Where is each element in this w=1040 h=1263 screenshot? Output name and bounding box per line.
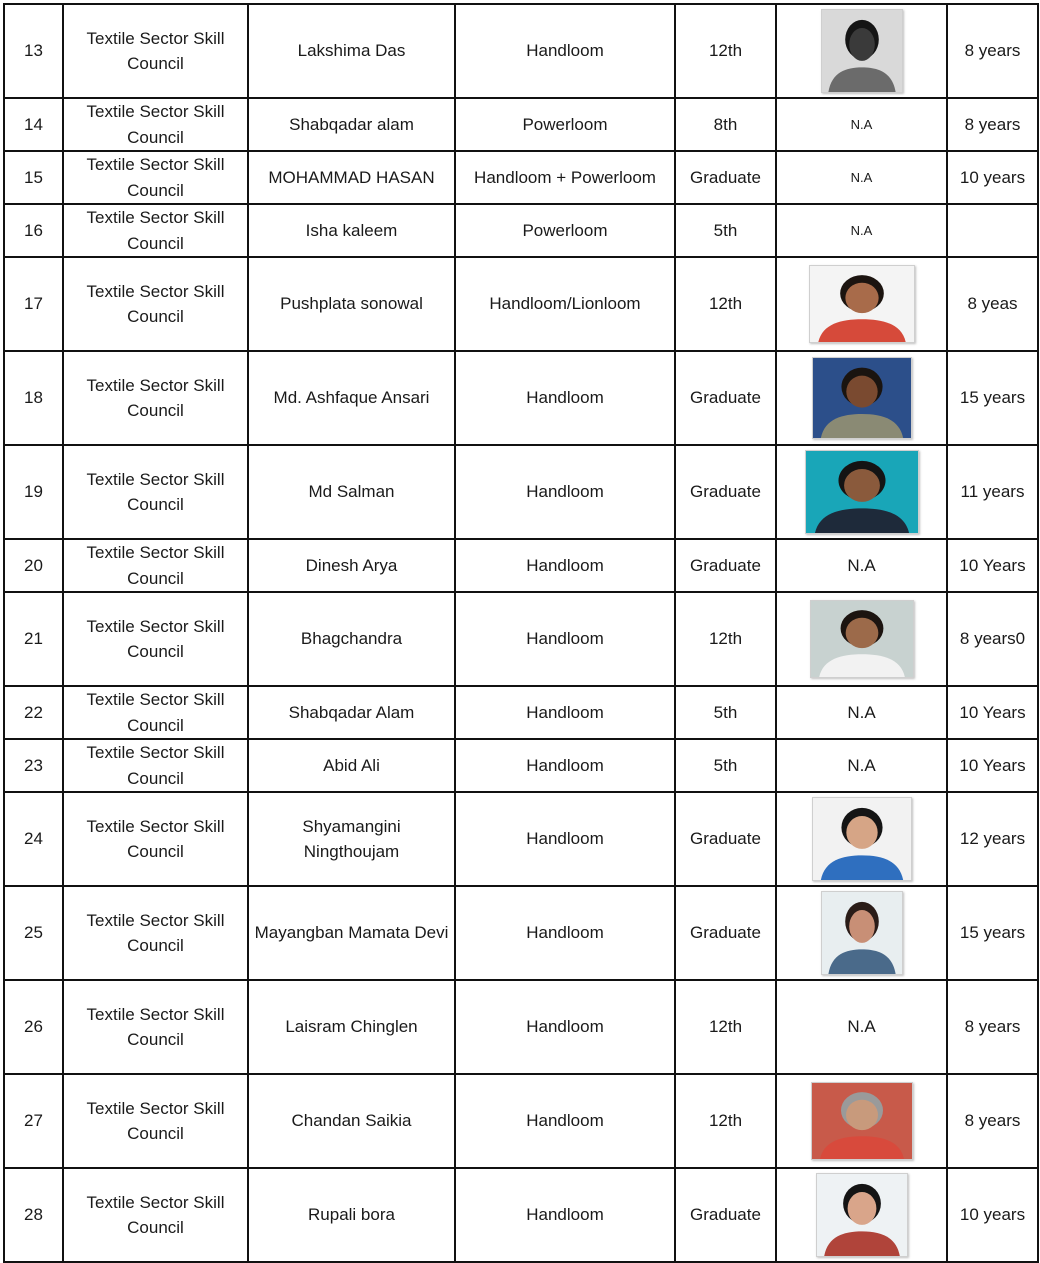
table-row — [4, 792, 1038, 886]
table-body — [4, 4, 1038, 1262]
table-row — [4, 351, 1038, 445]
cell-name: Shabqadar Alam — [248, 686, 455, 739]
cell-qualification: Graduate — [675, 151, 776, 204]
photo-cell — [776, 351, 947, 445]
cell-no: 28 — [4, 1168, 63, 1262]
cell-experience: 15 years — [947, 351, 1038, 445]
trainer-photo — [816, 1173, 908, 1257]
table-row — [4, 686, 1038, 739]
cell-no: 26 — [4, 980, 63, 1074]
cell-name: Lakshima Das — [248, 4, 455, 98]
cell-sector: Handloom — [455, 739, 675, 792]
photo-cell — [776, 1168, 947, 1262]
cell-no: 17 — [4, 257, 63, 351]
trainer-photo — [809, 265, 915, 343]
cell-experience: 10 years — [947, 1168, 1038, 1262]
photo-cell — [776, 1074, 947, 1168]
cell-council: Textile Sector Skill Council — [63, 204, 248, 257]
photo-cell — [776, 445, 947, 539]
cell-no: 14 — [4, 98, 63, 151]
cell-council: Textile Sector Skill Council — [63, 257, 248, 351]
cell-council: Textile Sector Skill Council — [63, 1168, 248, 1262]
cell-sector: Handloom — [455, 592, 675, 686]
cell-council: Textile Sector Skill Council — [63, 739, 248, 792]
cell-no: 25 — [4, 886, 63, 980]
table-row — [4, 445, 1038, 539]
table-row — [4, 4, 1038, 98]
cell-name: Rupali bora — [248, 1168, 455, 1262]
table-row — [4, 980, 1038, 1074]
table-row — [4, 739, 1038, 792]
table-row — [4, 151, 1038, 204]
cell-name: MOHAMMAD HASAN — [248, 151, 455, 204]
cell-name: Dinesh Arya — [248, 539, 455, 592]
cell-sector: Handloom — [455, 539, 675, 592]
trainer-photo — [811, 1082, 913, 1160]
cell-qualification: 12th — [675, 980, 776, 1074]
photo-cell — [776, 4, 947, 98]
photo-cell — [776, 792, 947, 886]
table-row — [4, 1074, 1038, 1168]
cell-council: Textile Sector Skill Council — [63, 539, 248, 592]
cell-qualification: 12th — [675, 4, 776, 98]
photo-cell — [776, 257, 947, 351]
photo-cell — [776, 886, 947, 980]
photo-na: N.A — [776, 151, 947, 204]
cell-no: 24 — [4, 792, 63, 886]
cell-name: Bhagchandra — [248, 592, 455, 686]
table-row — [4, 204, 1038, 257]
trainer-photo — [805, 450, 919, 534]
cell-name: Shyamangini Ningthoujam — [248, 792, 455, 886]
cell-council: Textile Sector Skill Council — [63, 980, 248, 1074]
cell-no: 18 — [4, 351, 63, 445]
trainer-photo — [810, 600, 914, 678]
cell-experience: 8 years0 — [947, 592, 1038, 686]
cell-name: Pushplata sonowal — [248, 257, 455, 351]
cell-experience: 8 years — [947, 1074, 1038, 1168]
cell-council: Textile Sector Skill Council — [63, 4, 248, 98]
cell-council: Textile Sector Skill Council — [63, 886, 248, 980]
cell-experience: 10 Years — [947, 739, 1038, 792]
cell-qualification: 12th — [675, 257, 776, 351]
cell-council: Textile Sector Skill Council — [63, 686, 248, 739]
table-row — [4, 98, 1038, 151]
cell-qualification: 8th — [675, 98, 776, 151]
cell-experience: 11 years — [947, 445, 1038, 539]
cell-experience: 8 years — [947, 98, 1038, 151]
photo-na: N.A — [776, 204, 947, 257]
cell-qualification: 5th — [675, 739, 776, 792]
table-row — [4, 592, 1038, 686]
cell-no: 27 — [4, 1074, 63, 1168]
cell-name: Shabqadar alam — [248, 98, 455, 151]
photo-na: N.A — [776, 539, 947, 592]
trainer-photo — [812, 797, 912, 881]
cell-experience: 15 years — [947, 886, 1038, 980]
cell-no: 23 — [4, 739, 63, 792]
table-row — [4, 886, 1038, 980]
cell-sector: Handloom — [455, 792, 675, 886]
trainer-photo — [812, 357, 912, 439]
cell-council: Textile Sector Skill Council — [63, 98, 248, 151]
cell-no: 19 — [4, 445, 63, 539]
cell-no: 16 — [4, 204, 63, 257]
trainer-photo — [821, 891, 903, 975]
cell-qualification: 12th — [675, 592, 776, 686]
table-row — [4, 257, 1038, 351]
cell-qualification: Graduate — [675, 445, 776, 539]
cell-experience: 10 Years — [947, 686, 1038, 739]
cell-sector: Handloom — [455, 886, 675, 980]
cell-name: Isha kaleem — [248, 204, 455, 257]
cell-sector: Handloom — [455, 686, 675, 739]
cell-council: Textile Sector Skill Council — [63, 792, 248, 886]
cell-sector: Powerloom — [455, 204, 675, 257]
trainer-photo — [821, 9, 903, 93]
cell-qualification: Graduate — [675, 792, 776, 886]
cell-no: 15 — [4, 151, 63, 204]
cell-qualification: 5th — [675, 204, 776, 257]
trainer-table — [3, 3, 1039, 1263]
cell-name: Md. Ashfaque Ansari — [248, 351, 455, 445]
cell-council: Textile Sector Skill Council — [63, 351, 248, 445]
cell-experience: 12 years — [947, 792, 1038, 886]
cell-sector: Handloom/Lionloom — [455, 257, 675, 351]
cell-no: 13 — [4, 4, 63, 98]
cell-sector: Handloom — [455, 4, 675, 98]
cell-sector: Handloom — [455, 980, 675, 1074]
cell-name: Chandan Saikia — [248, 1074, 455, 1168]
cell-experience: 8 years — [947, 980, 1038, 1074]
cell-sector: Handloom — [455, 351, 675, 445]
cell-name: Laisram Chinglen — [248, 980, 455, 1074]
photo-cell — [776, 592, 947, 686]
cell-council: Textile Sector Skill Council — [63, 151, 248, 204]
cell-council: Textile Sector Skill Council — [63, 445, 248, 539]
cell-name: Mayangban Mamata Devi — [248, 886, 455, 980]
cell-name: Abid Ali — [248, 739, 455, 792]
cell-qualification: 5th — [675, 686, 776, 739]
photo-na: N.A — [776, 739, 947, 792]
cell-sector: Handloom + Powerloom — [455, 151, 675, 204]
cell-qualification: Graduate — [675, 351, 776, 445]
cell-no: 20 — [4, 539, 63, 592]
photo-na: N.A — [776, 686, 947, 739]
cell-qualification: Graduate — [675, 539, 776, 592]
cell-no: 22 — [4, 686, 63, 739]
cell-council: Textile Sector Skill Council — [63, 592, 248, 686]
photo-na: N.A — [776, 980, 947, 1074]
cell-sector: Handloom — [455, 1168, 675, 1262]
cell-council: Textile Sector Skill Council — [63, 1074, 248, 1168]
cell-sector: Powerloom — [455, 98, 675, 151]
cell-experience: 10 Years — [947, 539, 1038, 592]
cell-sector: Handloom — [455, 1074, 675, 1168]
cell-sector: Handloom — [455, 445, 675, 539]
table-row — [4, 1168, 1038, 1262]
cell-experience: 10 years — [947, 151, 1038, 204]
cell-experience: 8 yeas — [947, 257, 1038, 351]
cell-experience: 8 years — [947, 4, 1038, 98]
cell-qualification: 12th — [675, 1074, 776, 1168]
cell-experience — [947, 204, 1038, 257]
table-row — [4, 539, 1038, 592]
photo-na: N.A — [776, 98, 947, 151]
cell-qualification: Graduate — [675, 1168, 776, 1262]
cell-qualification: Graduate — [675, 886, 776, 980]
cell-name: Md Salman — [248, 445, 455, 539]
cell-no: 21 — [4, 592, 63, 686]
